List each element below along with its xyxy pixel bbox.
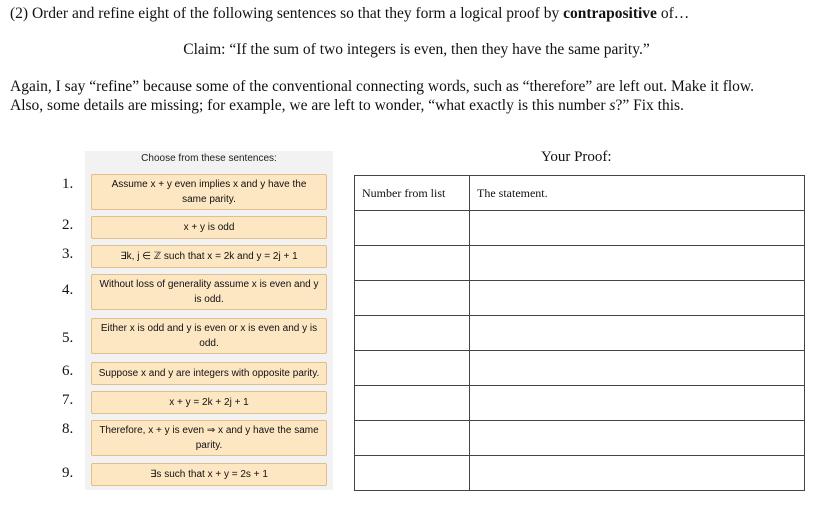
sentence-card-7[interactable]: x + y = 2k + 2j + 1 — [91, 391, 327, 414]
sentence-card-1[interactable]: Assume x + y even implies x and y have the same parity. — [91, 174, 327, 210]
number-cell[interactable] — [355, 316, 470, 351]
statement-cell[interactable] — [470, 316, 805, 351]
number-cell[interactable] — [355, 351, 470, 386]
question-prefix: (2) Order and refine eight of the following sentences so that they form a logical proof by — [10, 5, 564, 22]
number-cell[interactable] — [355, 281, 470, 316]
sentence-number: 2. — [62, 217, 74, 233]
sentence-card-2[interactable]: x + y is odd — [91, 216, 327, 239]
sentence-number: 5. — [62, 330, 74, 346]
number-cell[interactable] — [355, 456, 470, 491]
sentence-number: 9. — [62, 465, 74, 481]
number-cell[interactable] — [355, 386, 470, 421]
sentence-number: 3. — [62, 246, 74, 262]
statement-cell[interactable] — [470, 281, 805, 316]
sentence-bank-title: Choose from these sentences: — [141, 153, 277, 164]
table-row — [355, 386, 805, 421]
statement-cell[interactable] — [470, 386, 805, 421]
instruction-variable: s — [609, 97, 616, 114]
sentence-card-8[interactable]: Therefore, x + y is even ⇒ x and y have the same parity. — [91, 420, 327, 456]
column-header-statement: The statement. — [470, 176, 805, 211]
number-cell[interactable] — [355, 421, 470, 456]
column-header-number: Number from list — [355, 176, 470, 211]
sentence-number: 7. — [62, 392, 74, 408]
sentence-card-5[interactable]: Either x is odd and y is even or x is even and y is odd. — [91, 318, 327, 354]
sentence-card-3[interactable]: ∃k, j ∈ ℤ such that x = 2k and y = 2j + 1 — [91, 245, 327, 268]
statement-cell[interactable] — [470, 421, 805, 456]
table-row — [355, 316, 805, 351]
sentence-number: 6. — [62, 363, 74, 379]
question-keyword: contrapositive — [563, 5, 657, 22]
claim: Claim: “If the sum of two integers is even, then they have the same parity.” — [183, 41, 650, 58]
instruction-line-2 — [10, 97, 684, 115]
table-row — [355, 281, 805, 316]
question-line — [10, 5, 689, 23]
question-suffix: of… — [656, 5, 690, 22]
sentence-number: 8. — [62, 421, 74, 437]
proof-title: Your Proof: — [541, 149, 612, 165]
statement-cell[interactable] — [470, 246, 805, 281]
table-row — [355, 456, 805, 491]
sentence-card-4[interactable]: Without loss of generality assume x is even and y is odd. — [91, 274, 327, 310]
sentence-card-6[interactable]: Suppose x and y are integers with opposite parity. — [91, 362, 327, 385]
instruction-text: Also, some details are missing; for example, we are left to wonder, “what exactly is this number — [10, 97, 610, 114]
sentence-card-9[interactable]: ∃s such that x + y = 2s + 1 — [91, 463, 327, 486]
table-row — [355, 421, 805, 456]
statement-cell[interactable] — [470, 456, 805, 491]
instruction-line-1: Again, I say “refine” because some of the conventional connecting words, such as “therefore” are left out. Make it flow. — [10, 78, 754, 95]
number-cell[interactable] — [355, 246, 470, 281]
sentence-number: 1. — [62, 176, 74, 192]
instruction-text-end: ?” Fix this. — [615, 97, 684, 114]
proof-table — [354, 175, 805, 491]
statement-cell[interactable] — [470, 351, 805, 386]
number-cell[interactable] — [355, 211, 470, 246]
table-row — [355, 211, 805, 246]
sentence-bank — [85, 151, 333, 490]
sentence-number: 4. — [62, 282, 74, 298]
statement-cell[interactable] — [470, 211, 805, 246]
table-row — [355, 351, 805, 386]
table-row — [355, 246, 805, 281]
table-header-row — [355, 176, 805, 211]
